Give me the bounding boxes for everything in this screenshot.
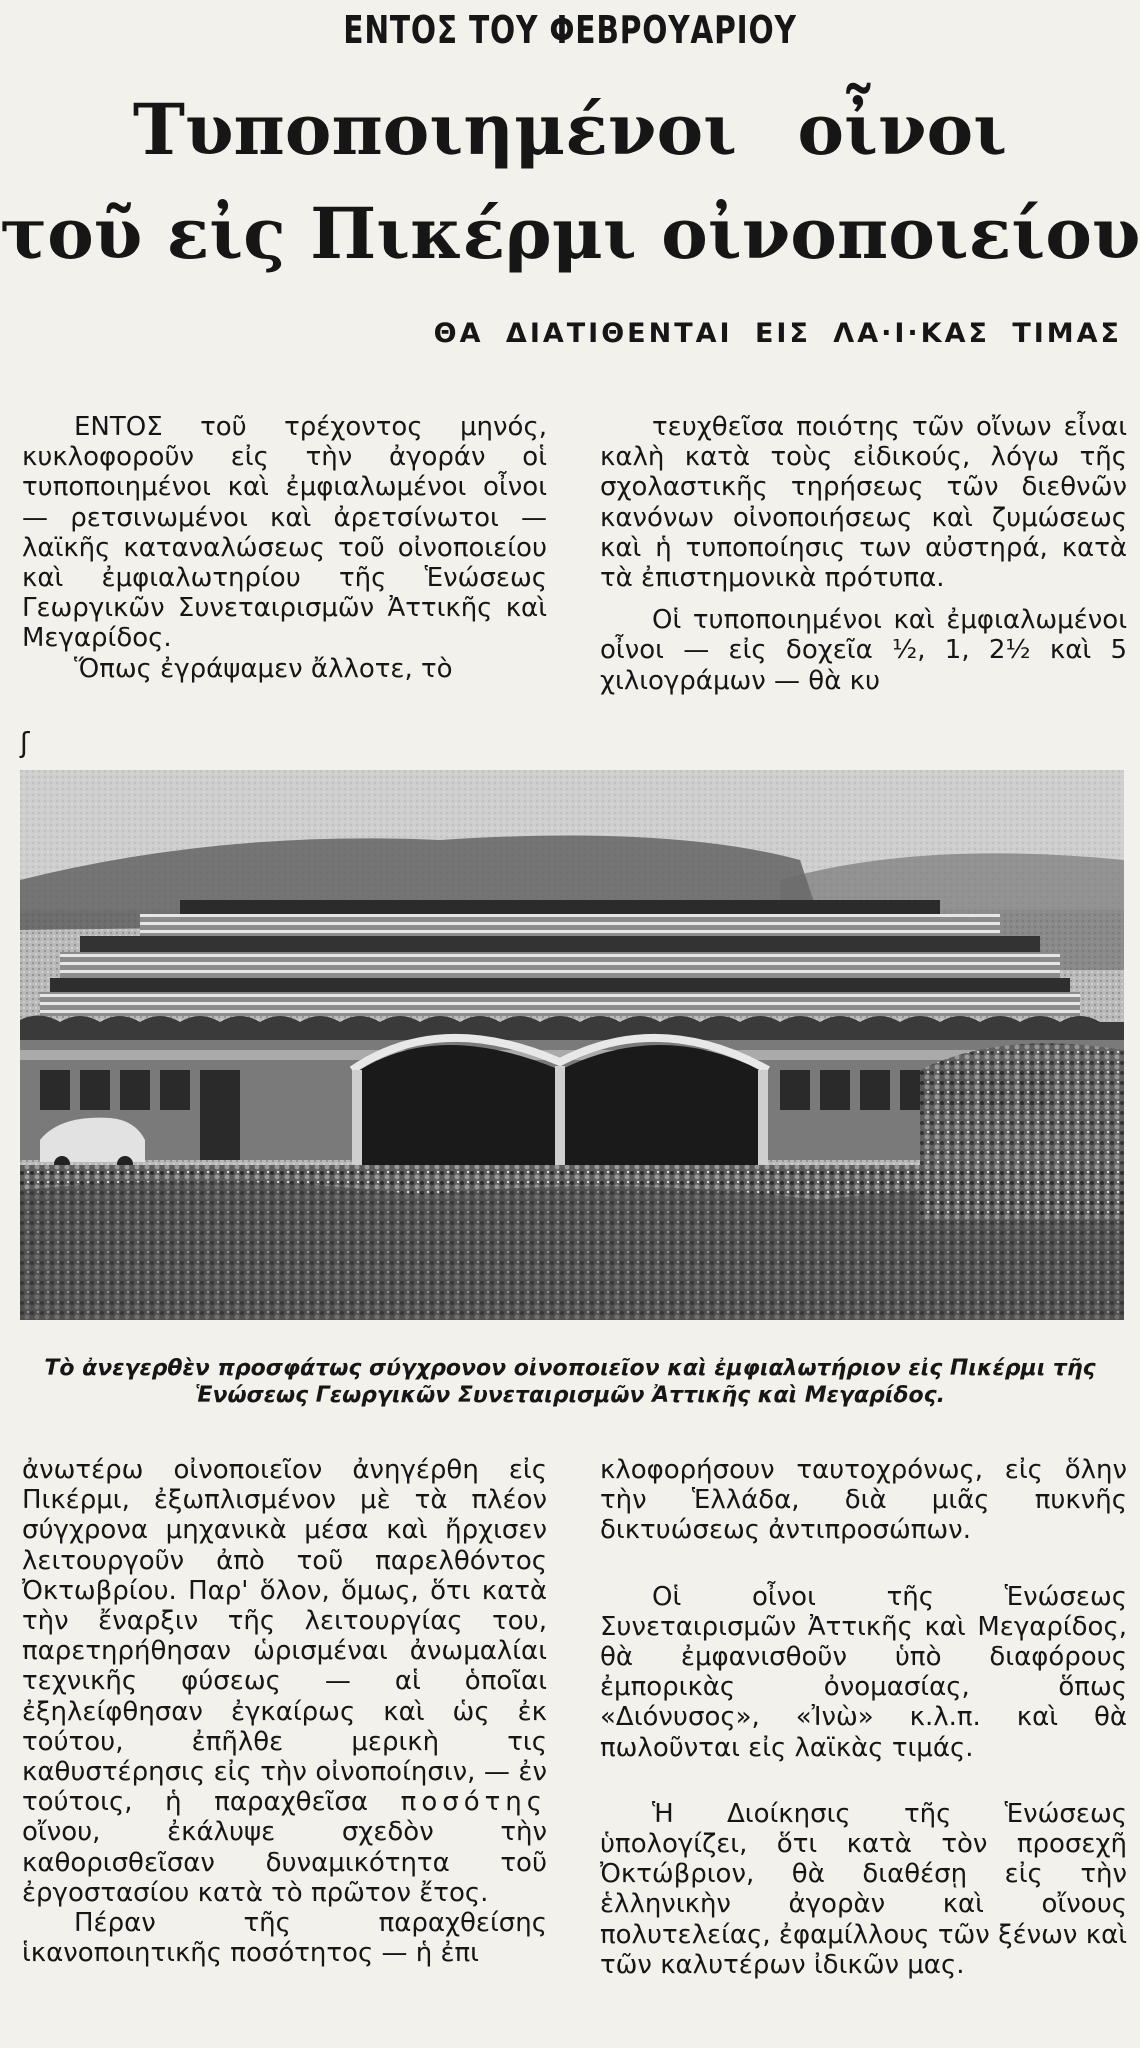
paragraph: ΕΝΤΟΣ τοῦ τρέχοντος μηνός, κυκλοφοροῦν εἰς τὴν ἀγοράν οἱ τυποποιημένοι καὶ ἐμφιαλωμένοι οἶνοι — ρετσινωμένοι καὶ ἀρετσίνωτοι — λαϊκῆς καταναλώσεως τοῦ οἰνοποιείου καὶ ἐμφιαλωτηρίου τῆς Ἑνώσεως Γεωργικῶν Συνεταιρισμῶν Ἀττικῆς καὶ Μεγαρίδος. bbox=[22, 412, 547, 654]
headline-line-2: τοῦ εἰς Πικέρμι οἰνοποιείου bbox=[0, 192, 1140, 275]
paragraph: Πέραν τῆς παραχθείσης ἱκανοποιητικῆς ποσότητος — ἡ ἐπι bbox=[22, 1908, 547, 1969]
paragraph: τευχθεῖσα ποιότης τῶν οἴνων εἶναι καλὴ κατὰ τοὺς εἰδικούς, λόγω τῆς σχολαστικῆς τηρήσεως τῶν διεθνῶν κανόνων οἰνοποιήσεως καὶ ζυμώσεως καὶ ἡ τυποποίησις των αὐστηρά, κατὰ τὰ ἐπιστημονικὰ πρότυπα. bbox=[600, 412, 1127, 594]
stray-mark: ʃ bbox=[20, 726, 30, 759]
winery-photo bbox=[20, 770, 1124, 1320]
paragraph: Οἱ οἶνοι τῆς Ἑνώσεως Συνεταιρισμῶν Ἀττικῆς καὶ Μεγαρίδος, θὰ ἐμφανισθοῦν ὑπὸ διαφόρους ἐμπορικὰς ὀνομασίας, ὅπως «Διόνυσος», «Ἰνὼ» κ.λ.π. καὶ θὰ πωλοῦνται εἰς λαϊκὰς τιμάς. bbox=[600, 1581, 1127, 1763]
spaced-word: ποσότης bbox=[400, 1787, 548, 1818]
paragraph-text: ἀνωτέρω οἰνοποιεῖον ἀνηγέρθη εἰς Πικέρμι, ἐξωπλισμένον μὲ τὰ πλέον σύγχρονα μηχανικὰ μέσα καὶ ἤρχισεν λειτουργοῦν ἀπὸ τοῦ παρελθόντος Ὀκτωβρίου. Παρ' ὅλον, ὅμως, ὅτι κατὰ τὴν ἔναρξιν τῆς λειτουργίας του, παρετηρήθησαν ὡρισμέναι ἀνωμαλίαι τεχνικῆς φύσεως — αἱ ὁποῖαι ἐξηλείφθησαν ἐγκαίρως καὶ ὡς ἐκ τούτου, ἐπῆλθε μερικὴ τις καθυστέρησις εἰς τὴν οἰνοποίησιν, — ἐν τούτοις, ἡ παραχθεῖσα bbox=[22, 1455, 547, 1818]
paragraph: Ἡ Διοίκησις τῆς Ἑνώσεως ὑπολογίζει, ὅτι κατὰ τὸν προσεχῆ Ὀκτώβριον, θὰ διαθέσῃ εἰς τὴν ἑλληνικὴν ἀγορὰν καὶ οἴνους πολυτελείας, ἐφαμίλλους τῶν ξένων καὶ τῶν καλυτέρων ἰδικῶν μας. bbox=[600, 1798, 1127, 1980]
article-column-3 bbox=[22, 1455, 547, 1968]
article-column-4 bbox=[600, 1455, 1127, 1980]
paragraph: κλοφορήσουν ταυτοχρόνως, εἰς ὅλην τὴν Ἑλλάδα, διὰ μιᾶς πυκνῆς δικτυώσεως ἀντιπροσώπων. bbox=[600, 1455, 1127, 1546]
paragraph: Ὅπως ἐγράψαμεν ἄλλοτε, τὸ bbox=[74, 653, 453, 684]
paragraph bbox=[22, 1455, 547, 1908]
kicker-heading: ΕΝΤΟΣ ΤΟΥ ΦΕΒΡΟΥΑΡΙΟΥ bbox=[343, 8, 797, 52]
article-column-1 bbox=[22, 412, 547, 684]
photo-caption: Τὸ ἀνεγερθὲν προσφάτως σύγχρονον οἰνοποιεῖον καὶ ἐμφιαλωτήριον εἰς Πικέρμι τῆς Ἑνώσεως Γεωργικῶν Συνεταιρισμῶν Ἀττικῆς καὶ Μεγαρίδος. bbox=[44, 1356, 1096, 1408]
winery-building-image bbox=[20, 770, 1124, 1320]
headline-line-1: Τυποποιημένοι οἶνοι bbox=[132, 88, 1008, 171]
paragraph: Οἱ τυποποιημένοι καὶ ἐμφιαλωμένοι οἶνοι — εἰς δοχεῖα ½, 1, 2½ καὶ 5 χιλιογράμων — θὰ κυ bbox=[600, 605, 1127, 696]
article-column-2 bbox=[600, 412, 1127, 696]
paragraph-text: οἴνου, ἐκάλυψε σχεδὸν τὴν καθορισθεῖσαν δυναμικότητα τοῦ ἐργοστασίου κατὰ τὸ πρῶτον ἔτος. bbox=[22, 1817, 547, 1908]
subheadline: ΘΑ ΔΙΑΤΙΘΕΝΤΑΙ ΕΙΣ ΛΑ·Ι·ΚΑΣ ΤΙΜΑΣ bbox=[433, 318, 1122, 349]
